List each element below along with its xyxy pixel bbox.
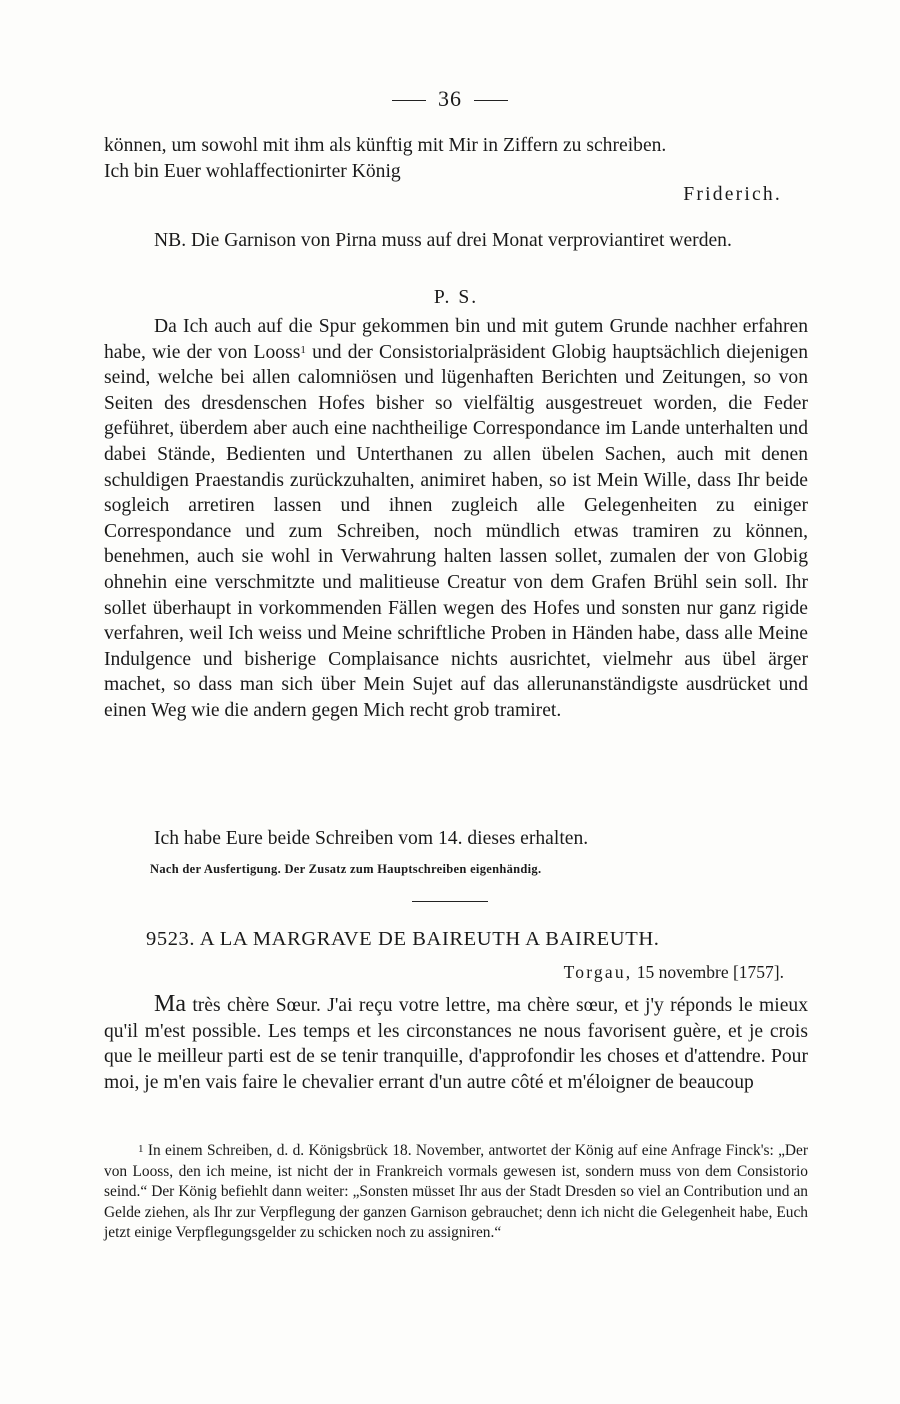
header-dash-left <box>392 100 426 101</box>
letter-body <box>104 992 808 1095</box>
footnote-text: In einem Schreiben, d. d. Königsbrück 18. November, antwortet der König auf eine Anfrage Finck's: „Der von Looss, den ich meine, ist nicht der in Frankreich vormals gewesen ist, sondern muss von dem Consistorio seind.“ Der König befiehlt dann weiter: „Sonsten müsset Ihr aus der Stadt Dresden so viel an Contribution und an Gelde ziehen, als Ihr zur Verpflegung der ganzen Garnison gebrauchet; denn ich nicht die Gelegenheit habe, Euch jetzt einige Verpflegungsgelder zu schicken noch zu assigniren.“ <box>104 1142 808 1241</box>
section-divider <box>412 901 488 902</box>
footnote-marker: 1 <box>138 1143 144 1155</box>
source-note: Nach der Ausfertigung. Der Zusatz zum Hauptschreiben eigenhändig. <box>150 862 542 876</box>
letter-heading: 9523. A LA MARGRAVE DE BAIREUTH A BAIREUTH. <box>146 928 660 950</box>
letter-closing-line-1: können, um sowohl mit ihm als künftig mit Mir in Ziffern zu schreiben. <box>104 135 667 156</box>
postscript-paragraph <box>104 314 808 724</box>
footnote-ref-marker[interactable]: 1 <box>300 343 306 356</box>
page-number: 36 <box>438 86 462 111</box>
postscript-text-part1: Da Ich auch auf die Spur gekommen bin und mit gutem Grunde nachher erfahren habe, wie der von Looss <box>104 316 808 363</box>
postscript-closing-line: Ich habe Eure beide Schreiben vom 14. dieses erhalten. <box>154 828 589 849</box>
postscript-text-part2: und der Consistorialpräsident Globig hauptsächlich diejenigen seind, welche bei allen calomniösen und lügenhaften Berichten und Zeitungen, so von Seiten des dresdenschen Hofes bisher so vielfältig ausgestreuet worden, die Feder geführet, überdem aber auch eine nachtheilige Correspondance im Lande unterhalten und dabei Stände, Bedienten und Unterthanen zu allen übelen Sachen, auch mit denen schuldigen Praestandis zurückzuhalten, animiret haben, so ist Mein Wille, dass Ihr beide sogleich arretiren lassen und ihnen zugleich alle Gelegenheiten zu einiger Correspondance und zum Schreiben, noch mündlich etwas tramiren zu können, benehmen, auch sie wohl in Verwahrung halten lassen sollet, zumalen der von Globig ohnehin eine verschmitzte und malitieuse Creatur von dem Grafen Brühl sein soll. Ihr sollet überhaupt in vorkommenden Fällen wegen des Hofes und sonsten nur ganz rigide verfahren, weil Ich weiss und Meine schriftliche Proben in Händen habe, dass alle Meine Indulgence und bisherige Complaisance nichts ausrichtet, vielmehr aus übel ärger machet, so dass man sich über Mein Sujet auf das allerunanständigste ausdrücket und einen Weg wie die andern gegen Mich recht grob tramiret. <box>104 341 808 721</box>
salutation-initial: Ma <box>154 991 186 1017</box>
dateline <box>104 959 784 985</box>
letter-closing-line-2: Ich bin Euer wohlaffectionirter König <box>104 161 401 182</box>
postscript-heading: P. S. <box>433 287 479 308</box>
nota-bene: NB. Die Garnison von Pirna muss auf drei Monat verproviantiret werden. <box>154 230 732 251</box>
signature: Friderich. <box>683 184 782 205</box>
header-dash-right <box>474 100 508 101</box>
letter-body-text: très chère Sœur. J'ai reçu votre lettre, ma chère sœur, et j'y réponds le mieux qu'il m'est possible. Les temps et les circonstances ne nous favorisent guère, et je crois que le meilleur parti est de se tenir tranquille, d'approfondir les choses et d'attendre. Pour moi, je m'en vais faire le chevalier errant d'un autre côté et m'éloigner de beaucoup <box>104 995 808 1093</box>
page-header <box>0 84 900 114</box>
date-rest: 15 novembre [1757]. <box>636 962 784 982</box>
footnote <box>104 1141 808 1244</box>
date-place: Torgau, <box>563 962 633 982</box>
